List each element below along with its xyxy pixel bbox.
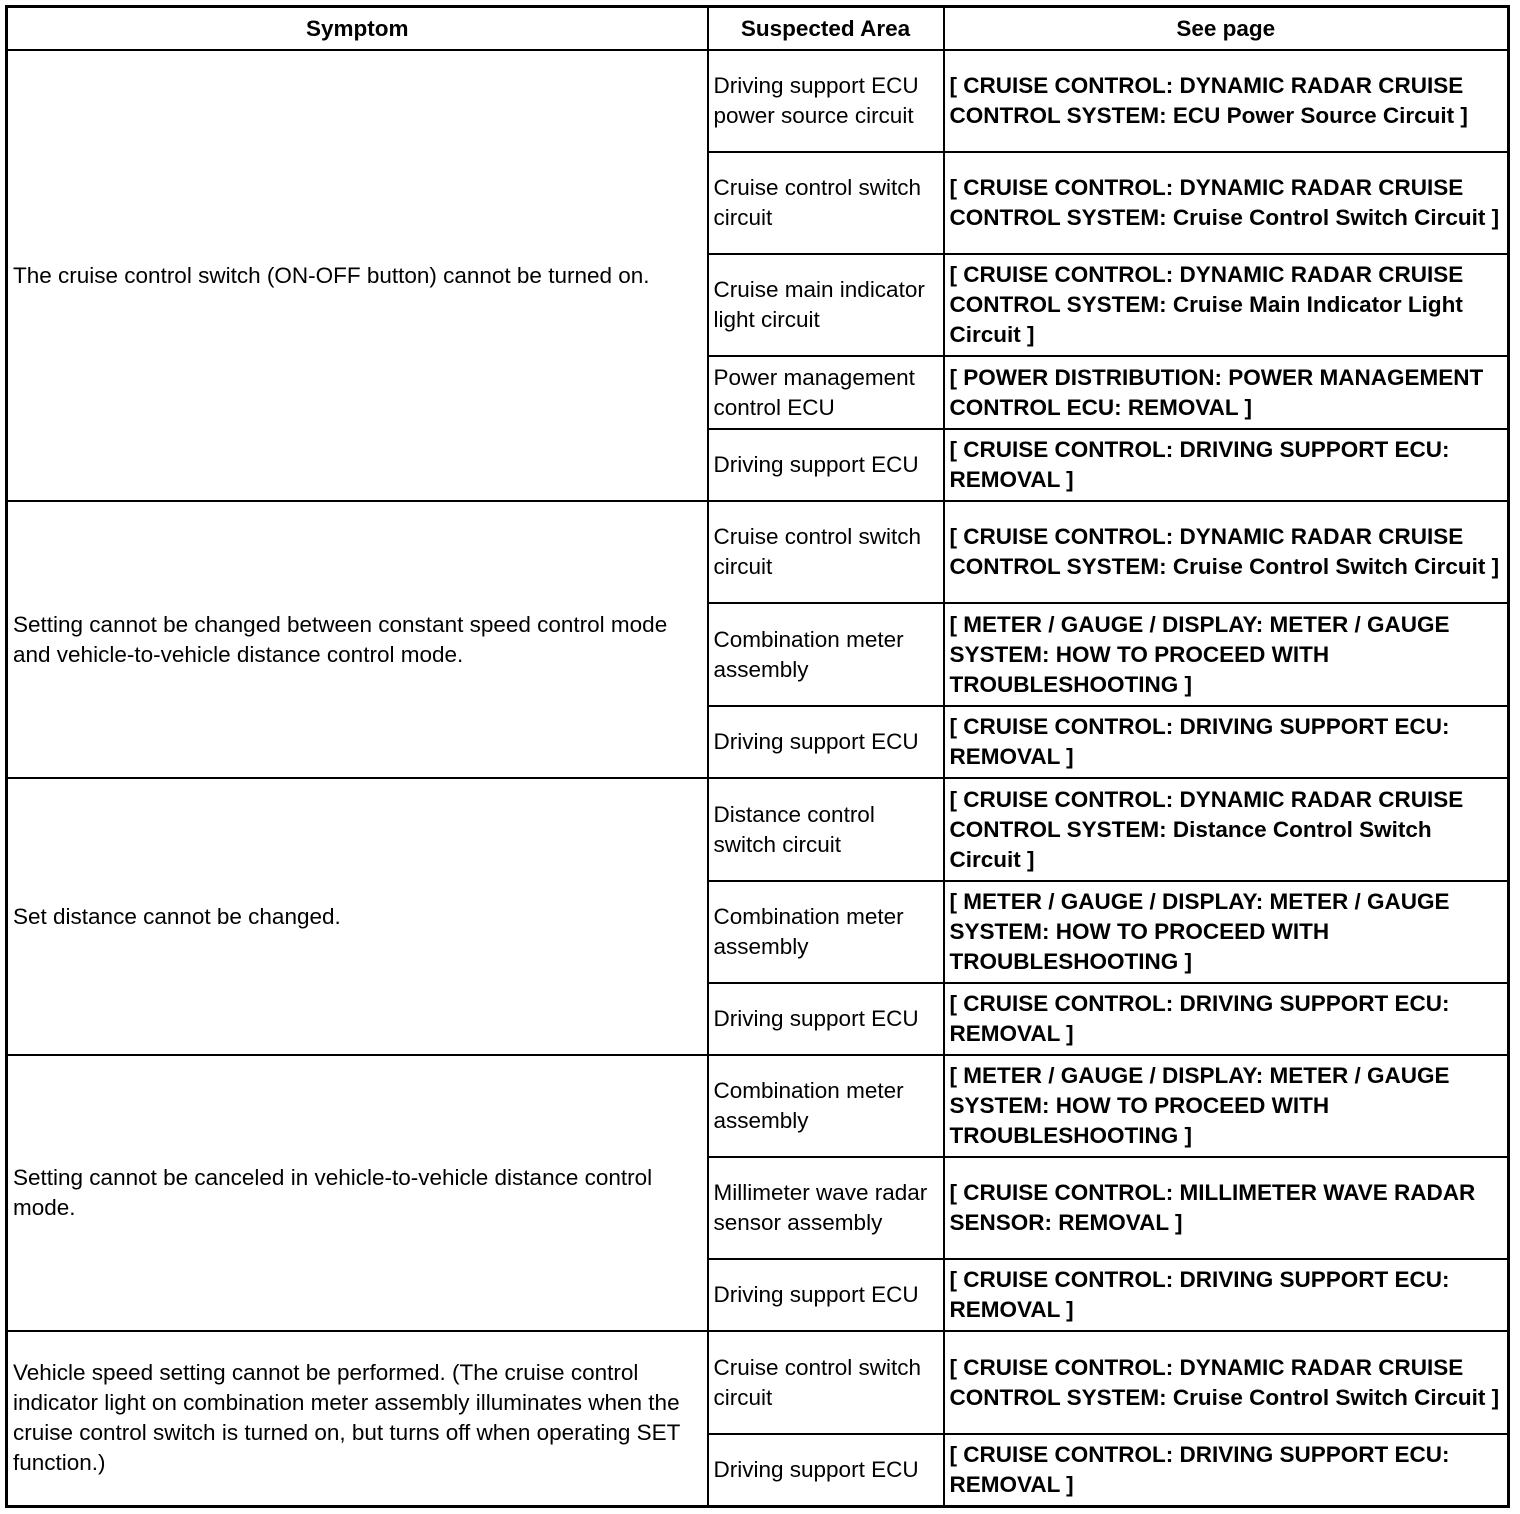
see-page-link[interactable]: [ CRUISE CONTROL: DYNAMIC RADAR CRUISE CONTROL SYSTEM: Cruise Control Switch Circuit ] <box>944 152 1509 254</box>
header-see-page: See page <box>944 7 1509 51</box>
suspected-area-cell: Driving support ECU <box>708 1434 944 1506</box>
symptom-cell: Setting cannot be changed between constant speed control mode and vehicle-to-vehicle distance control mode. <box>7 501 708 778</box>
suspected-area-cell: Millimeter wave radar sensor assembly <box>708 1157 944 1259</box>
see-page-link[interactable]: [ CRUISE CONTROL: DRIVING SUPPORT ECU: REMOVAL ] <box>944 429 1509 501</box>
table-row <box>7 501 1509 603</box>
table-row <box>7 1055 1509 1157</box>
table-header <box>7 7 1509 51</box>
suspected-area-cell: Cruise control switch circuit <box>708 501 944 603</box>
suspected-area-cell: Driving support ECU <box>708 706 944 778</box>
table-body <box>7 50 1509 1506</box>
header-suspected-area: Suspected Area <box>708 7 944 51</box>
see-page-link[interactable]: [ CRUISE CONTROL: DRIVING SUPPORT ECU: REMOVAL ] <box>944 1259 1509 1331</box>
symptom-cell: Vehicle speed setting cannot be performed. (The cruise control indicator light on combination meter assembly illuminates when the cruise control switch is turned on, but turns off when operating SET function.) <box>7 1331 708 1506</box>
see-page-link[interactable]: [ CRUISE CONTROL: DYNAMIC RADAR CRUISE CONTROL SYSTEM: Cruise Control Switch Circuit ] <box>944 501 1509 603</box>
see-page-link[interactable]: [ CRUISE CONTROL: DRIVING SUPPORT ECU: REMOVAL ] <box>944 706 1509 778</box>
see-page-link[interactable]: [ CRUISE CONTROL: MILLIMETER WAVE RADAR SENSOR: REMOVAL ] <box>944 1157 1509 1259</box>
suspected-area-cell: Cruise main indicator light circuit <box>708 254 944 356</box>
see-page-link[interactable]: [ CRUISE CONTROL: DRIVING SUPPORT ECU: REMOVAL ] <box>944 983 1509 1055</box>
see-page-link[interactable]: [ CRUISE CONTROL: DYNAMIC RADAR CRUISE CONTROL SYSTEM: Cruise Control Switch Circuit ] <box>944 1331 1509 1434</box>
suspected-area-cell: Cruise control switch circuit <box>708 1331 944 1434</box>
suspected-area-cell: Combination meter assembly <box>708 881 944 983</box>
suspected-area-cell: Driving support ECU <box>708 429 944 501</box>
symptom-cell: The cruise control switch (ON-OFF button) cannot be turned on. <box>7 50 708 501</box>
suspected-area-cell: Cruise control switch circuit <box>708 152 944 254</box>
see-page-link[interactable]: [ CRUISE CONTROL: DRIVING SUPPORT ECU: REMOVAL ] <box>944 1434 1509 1506</box>
troubleshooting-table <box>5 5 1510 1508</box>
see-page-link[interactable]: [ METER / GAUGE / DISPLAY: METER / GAUGE SYSTEM: HOW TO PROCEED WITH TROUBLESHOOTING ] <box>944 1055 1509 1157</box>
see-page-link[interactable]: [ METER / GAUGE / DISPLAY: METER / GAUGE SYSTEM: HOW TO PROCEED WITH TROUBLESHOOTING ] <box>944 603 1509 706</box>
table-row <box>7 1331 1509 1434</box>
suspected-area-cell: Distance control switch circuit <box>708 778 944 881</box>
suspected-area-cell: Driving support ECU power source circuit <box>708 50 944 152</box>
table-row <box>7 50 1509 152</box>
header-row <box>7 7 1509 51</box>
table-row <box>7 778 1509 881</box>
see-page-link[interactable]: [ POWER DISTRIBUTION: POWER MANAGEMENT CONTROL ECU: REMOVAL ] <box>944 356 1509 429</box>
symptom-cell: Setting cannot be canceled in vehicle-to-vehicle distance control mode. <box>7 1055 708 1331</box>
suspected-area-cell: Combination meter assembly <box>708 1055 944 1157</box>
see-page-link[interactable]: [ CRUISE CONTROL: DYNAMIC RADAR CRUISE CONTROL SYSTEM: Cruise Main Indicator Light Circuit ] <box>944 254 1509 356</box>
see-page-link[interactable]: [ METER / GAUGE / DISPLAY: METER / GAUGE SYSTEM: HOW TO PROCEED WITH TROUBLESHOOTING ] <box>944 881 1509 983</box>
suspected-area-cell: Driving support ECU <box>708 1259 944 1331</box>
suspected-area-cell: Driving support ECU <box>708 983 944 1055</box>
header-symptom: Symptom <box>7 7 708 51</box>
see-page-link[interactable]: [ CRUISE CONTROL: DYNAMIC RADAR CRUISE CONTROL SYSTEM: ECU Power Source Circuit ] <box>944 50 1509 152</box>
suspected-area-cell: Combination meter assembly <box>708 603 944 706</box>
suspected-area-cell: Power management control ECU <box>708 356 944 429</box>
symptom-cell: Set distance cannot be changed. <box>7 778 708 1055</box>
see-page-link[interactable]: [ CRUISE CONTROL: DYNAMIC RADAR CRUISE CONTROL SYSTEM: Distance Control Switch Circuit ] <box>944 778 1509 881</box>
